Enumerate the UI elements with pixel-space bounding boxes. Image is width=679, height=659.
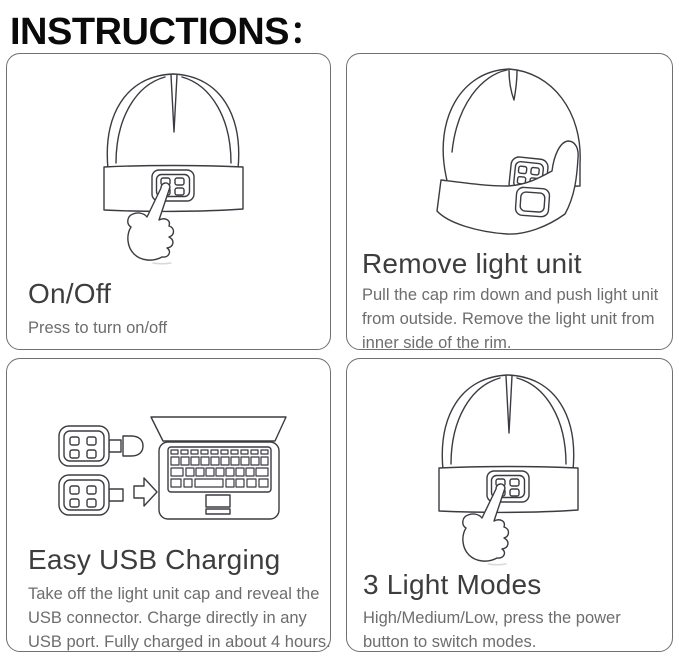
panel-heading-on-off: On/Off bbox=[28, 278, 112, 309]
body-line: USB connector. Charge directly in any bbox=[28, 609, 307, 627]
panel-body-remove-light-unit bbox=[362, 283, 658, 355]
panel-heading-3-light-modes: 3 Light Modes bbox=[363, 569, 542, 600]
beanie-power-press-illustration bbox=[101, 66, 246, 266]
panel-easy-usb-charging bbox=[6, 358, 331, 652]
page-title: INSTRUCTIONS： bbox=[10, 11, 327, 53]
panel-on-off bbox=[6, 53, 331, 350]
body-line: Pull the cap rim down and push light unit bbox=[362, 286, 659, 304]
panel-body-easy-usb-charging bbox=[28, 582, 331, 654]
body-line: Take off the light unit cap and reveal the bbox=[28, 585, 320, 603]
body-line: Press to turn on/off bbox=[28, 319, 168, 337]
body-line: High/Medium/Low, press the power bbox=[363, 609, 621, 627]
usb-charging-illustration bbox=[37, 407, 305, 537]
panel-3-light-modes bbox=[346, 358, 673, 652]
panel-heading-easy-usb-charging: Easy USB Charging bbox=[28, 544, 281, 575]
body-line: from outside. Remove the light unit from bbox=[362, 310, 655, 328]
panel-body-3-light-modes bbox=[363, 606, 621, 654]
panel-heading-remove-light-unit: Remove light unit bbox=[362, 248, 582, 279]
beanie-removed-unit-illustration bbox=[425, 64, 620, 244]
body-line: inner side of the rim. bbox=[362, 334, 512, 352]
panel-body-on-off bbox=[28, 316, 167, 340]
body-line: USB port. Fully charged in about 4 hours. bbox=[28, 633, 331, 651]
body-line: button to switch modes. bbox=[363, 633, 537, 651]
beanie-light-modes-illustration bbox=[436, 367, 581, 567]
panel-remove-light-unit bbox=[346, 53, 673, 350]
